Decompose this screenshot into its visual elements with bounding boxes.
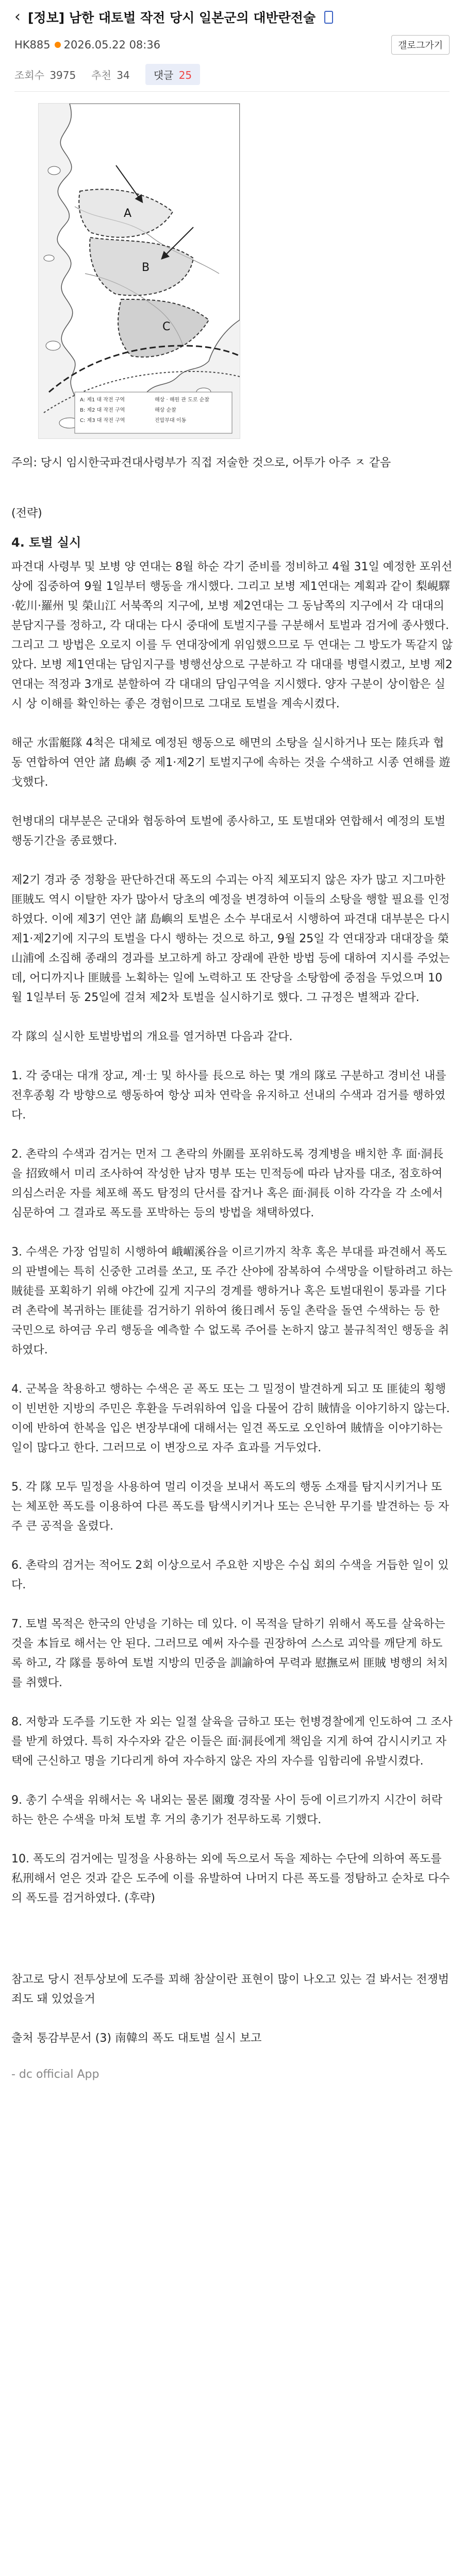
list-item: 10. 폭도의 검거에는 밀정을 사용하는 외에 독으로서 독을 제하는 수단에 의하여 폭도를 私刑해서 얻은 것과 같은 도주에 이를 유발하여 나머지 다른 폭도를 정탐하고 순차로 다수의 폭도를 검거하였다. (후략) bbox=[11, 1853, 450, 1905]
header-divider bbox=[14, 91, 450, 92]
paragraph: 제2기 경과 중 정황을 판단하건대 폭도의 수괴는 아직 체포되지 않은 자가 많고 지그마한 匪賊도 역시 이탈한 자가 많아서 당초의 예정을 변경하여 이들의 소탕을 행할 필요를 인정하였다. 이에 제3기 연안 諸 島嶼의 토벌은 소수 부대로서 시행하여 파견대 대부분은 다시 제1·제2기에 지구의 토벌을 다시 행하는 것으로 하고, 9월 25일 각 연대장과 대대장을 榮山浦에 소집해 종래의 경과를 보고하게 하고 장래에 관한 방법 등에 대하여 지시를 주었는데, 어디까지나 匪賊를 노획하는 일에 노력하고 또 잔당을 소탕함에 중점을 두었으며 10월 1일부터 동 25일에 걸쳐 제2차 토벌을 실시하기로 했다. 그 규정은 별책과 같다. bbox=[11, 874, 450, 1004]
title-row bbox=[14, 0, 450, 26]
post-content bbox=[0, 103, 464, 2081]
comments-label: 댓글 bbox=[153, 69, 174, 81]
zone-label-c: C bbox=[162, 320, 171, 333]
list-item: 6. 촌락의 검거는 적어도 2회 이상으로서 주요한 지방은 수십 회의 수색을 거듭한 일이 있다. bbox=[11, 1559, 449, 1591]
map-image bbox=[38, 103, 240, 439]
list-item: 4. 군복을 착용하고 행하는 수색은 곧 폭도 또는 그 밀정이 발견하게 되고 또 匪徒의 횡행이 빈번한 지방의 주민은 후환을 두려워하여 입을 다물어 감히 賊情을 이야기하지 않는다. 이에 반하여 한복을 입은 변장부대에 대해서는 일견 폭도로 오인하여 賊情을 이야기하는 일이 많다고 한다. 그러므로 이 변장으로 자주 효과를 거두었다. bbox=[11, 1383, 450, 1454]
list-item: 8. 저항과 도주를 기도한 자 외는 일절 살육을 금하고 또는 헌병경찰에게 인도하여 그 조사를 받게 하였다. 특히 자수자와 같은 이들은 面·洞長에게 책임을 지게 하여 감시시키고 자택에 근신하고 명을 기다리게 하여 자수하지 않은 자의 자수를 임함리에 유발시켰다. bbox=[11, 1716, 453, 1768]
views-count: 3975 bbox=[49, 69, 76, 81]
comments-count: 25 bbox=[178, 69, 192, 81]
paragraph: 헌병대의 대부분은 군대와 협동하여 토벌에 종사하고, 또 토벌대와 연합해서 예정의 토벌 행동기간을 종료했다. bbox=[11, 815, 445, 848]
list-item: 3. 수색은 가장 엄밀히 시행하여 峨嵋溪谷을 이르기까지 착후 혹은 부대를 파견해서 폭도의 판별에는 특히 신중한 고려를 쏘고, 또 주간 산야에 잠복하여 수색망을 이탈하려고 하는 賊徒를 포획하기 위해 야간에 깊게 지구의 경계를 행하거나 혹은 토벌대원이 통과를 기다려 촌락에 복귀하는 匪徒를 검거하기 위하여 後日례서 동일 촌락을 돌연 수색하는 등 한 국민으로 하여금 우리 행동을 예측할 수 없도록 주어를 논하지 않고 불규칙적인 행동을 취하였다. bbox=[11, 1246, 453, 1357]
post-stats bbox=[14, 64, 450, 85]
legend-zone-b: B: 제2 대 작전 구역 bbox=[80, 408, 125, 413]
comments-badge[interactable] bbox=[145, 64, 200, 85]
author-row bbox=[14, 35, 450, 55]
list-item: 5. 각 隊 모두 밀정을 사용하여 멀리 이것을 보내서 폭도의 행동 소재를 탐지시키거나 또는 체포한 폭도를 이용하여 다른 폭도를 탐색시키거나 또는 은닉한 무기를 발견하는 등 자주 큰 공적을 올렸다. bbox=[11, 1481, 449, 1533]
list-item: 1. 각 중대는 대개 장교, 계·士 및 하사를 長으로 하는 몇 개의 隊로 구분하고 경비선 내를 전후종횡 각 방향으로 행동하여 항상 피차 연락을 유지하고 선내의 수색과 검거를 행하였다. bbox=[11, 1070, 446, 1122]
recommend-label: 추천 bbox=[91, 69, 111, 81]
post-date: 2026.05.22 08:36 bbox=[63, 39, 161, 51]
views-label: 조회수 bbox=[14, 69, 44, 81]
image-caption: 주의: 당시 임시한국파견대사령부가 직접 저술한 것으로, 어투가 아주 ㅈ 같음 bbox=[11, 456, 391, 469]
author-name[interactable]: HK885 bbox=[14, 39, 51, 51]
app-footer: - dc official App bbox=[11, 2068, 100, 2081]
post-title-text: 남한 대토벌 작전 당시 일본군의 대반란전술 bbox=[69, 10, 316, 25]
mobile-phone-icon bbox=[324, 11, 333, 24]
korea-southwest-map bbox=[39, 104, 240, 438]
gallog-button[interactable]: 갤로그가기 bbox=[391, 35, 450, 55]
zone-label-a: A bbox=[124, 207, 132, 220]
article-body bbox=[11, 504, 453, 2048]
gallog-dot-icon bbox=[55, 42, 61, 48]
post-header bbox=[0, 0, 464, 92]
legend-zone-c: C: 제3 대 작전 구역 bbox=[80, 418, 125, 423]
legend-zone-a: A: 제1 대 작전 구역 bbox=[80, 397, 125, 403]
section-title: 4. 토벌 실시 bbox=[11, 535, 81, 550]
paragraph-intro: (전략) bbox=[11, 507, 42, 520]
recommend-count: 34 bbox=[117, 69, 130, 81]
paragraph: 각 隊의 실시한 토벌방법의 개요를 열거하면 다음과 같다. bbox=[11, 1030, 293, 1043]
recommend-stat bbox=[91, 67, 129, 82]
list-item: 7. 토벌 목적은 한국의 안녕을 기하는 데 있다. 이 목적을 달하기 위해서 폭도를 살육하는 것을 本旨로 해서는 안 된다. 그러므로 예써 자수를 권장하여 스스로 괴악를 깨닫게 하도록 하고, 각 隊를 통하여 토벌 지방의 민중을 訓諭하여 무력과 慰撫로써 匪賊 병행의 처치를 취했다. bbox=[11, 1618, 448, 1689]
arrow-left-icon[interactable]: ‹ bbox=[14, 8, 21, 26]
legend-troop-move: 진압부대 이동 bbox=[155, 418, 187, 423]
source-citation: 출처 통감부문서 (3) 南韓의 폭도 대토벌 실시 보고 bbox=[11, 2032, 262, 2045]
post-title bbox=[28, 8, 333, 26]
legend-road-patrol: 해상 · 해원 관 도로 순찰 bbox=[155, 397, 210, 403]
list-item: 2. 촌락의 수색과 검거는 먼저 그 촌락의 外圍를 포위하도록 경계병을 배치한 후 面·洞長을 招致해서 미리 조사하여 작성한 남자 명부 또는 민적등에 따라 남자를 대조, 점호하여 의심스러운 자를 체포해 폭도 탐정의 단서를 잡거나 혹은 面·洞長 이하 각각을 각 소에서 심문하여 그 결과로 폭도를 포박하는 등의 방법을 채택하였다. bbox=[11, 1148, 444, 1219]
zone-label-b: B bbox=[142, 261, 150, 274]
legend-sea-patrol: 해상 순찰 bbox=[155, 408, 176, 413]
paragraph: 파견대 사령부 및 보병 양 연대는 8월 하순 각기 준비를 정비하고 4월 31일 예정한 포위선상에 집중하여 9월 1일부터 행동을 개시했다. 그리고 보병 제1연대는 계획과 같이 梨峴驛·乾川·羅州 및 榮山江 서북쪽의 지구에, 보병 제2연대는 그 동남쪽의 지구에서 각 대대의 분담지구를 정하고, 각 대대는 다시 중대에 토벌지구를 구분해서 토벌과 검거에 종사했다. 그리고 그 방법은 오로지 이를 두 연대장에게 위임했으므로 두 연대는 그 방도가 똑같지 않았다. 보병 제1연대는 담임지구를 병행선상으로 구분하고 각 대대를 병렬시켰고, 보병 제2연대는 적정과 3개로 분할하여 각 대대의 담임구역을 지시했다. 양자 구분이 상이함은 실시 상 이해를 확인하는 좋은 경험이므로 그대로 토벌을 계속시켰다. bbox=[11, 561, 453, 710]
paragraph: 해군 水雷艇隊 4척은 대체로 예정된 행동으로 해면의 소탕을 실시하거나 또는 陸兵과 협동 연합하여 연안 諸 島嶼 중 제1·제2기 토벌지구에 속하는 것을 수색하고 시종 연해를 遊戈했다. bbox=[11, 737, 451, 789]
views-stat bbox=[14, 67, 76, 82]
list-item: 9. 총기 수색을 위해서는 옥 내외는 물론 園瓊 경작물 사이 등에 이르기까지 시간이 허락하는 한은 수색을 마쳐 토벌 후 거의 총기가 전무하도록 기했다. bbox=[11, 1794, 442, 1826]
paragraph-note: 참고로 당시 전투상보에 도주를 꾀해 참살이란 표현이 많이 나오고 있는 걸 봐서는 전쟁범죄도 돼 있었을거 bbox=[11, 1973, 449, 2006]
post-category: [정보] bbox=[28, 10, 65, 25]
